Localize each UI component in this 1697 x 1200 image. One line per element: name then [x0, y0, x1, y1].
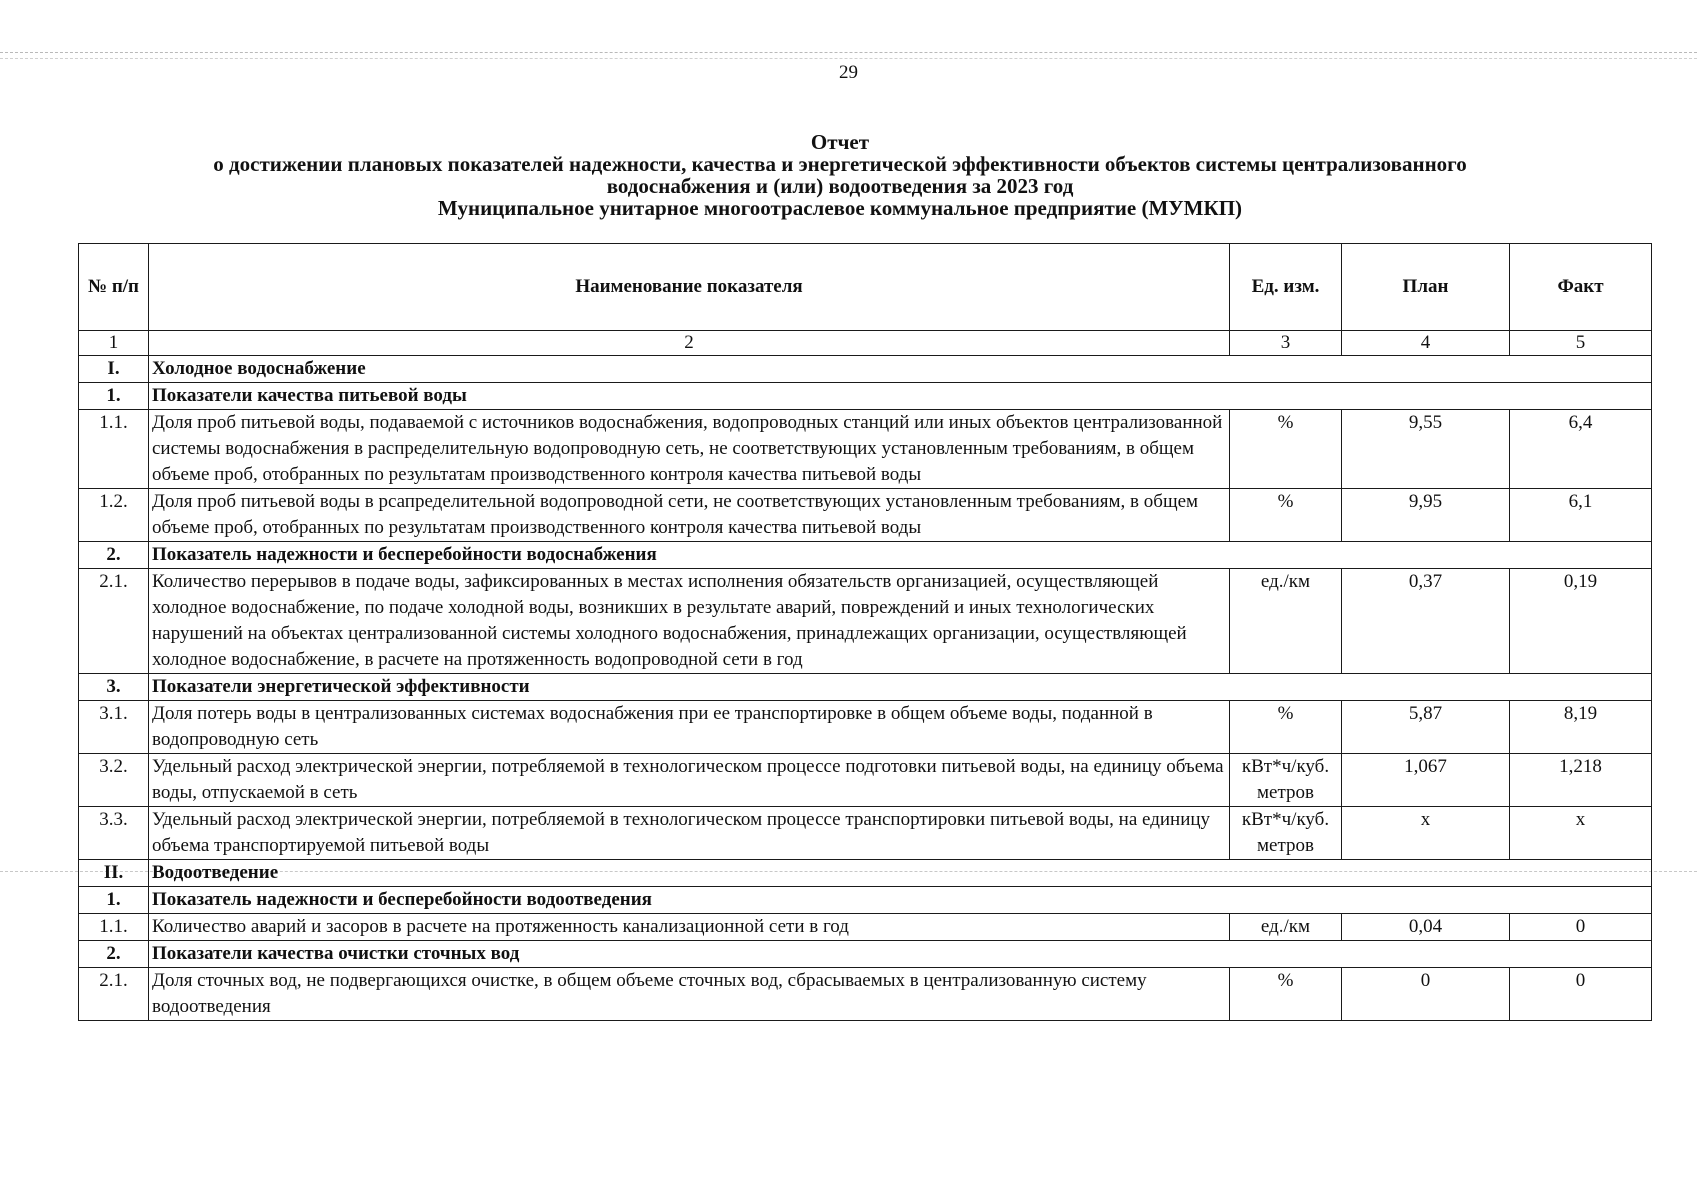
scan-artifact-line-top-2 [0, 58, 1697, 59]
section-row [79, 356, 1652, 383]
column-number: 3 [1230, 331, 1342, 356]
section-title: Показатель надежности и бесперебойности водоснабжения [149, 542, 1652, 569]
table-body [79, 331, 1652, 1021]
section-title: Показатели энергетической эффективности [149, 674, 1652, 701]
section-row [79, 860, 1652, 887]
section-number: II. [79, 860, 149, 887]
organization-name: Муниципальное унитарное многоотраслевое коммунальное предприятие (МУМКП) [437, 196, 1243, 220]
row-number: 3.2. [79, 754, 149, 807]
unit-value: % [1230, 701, 1342, 754]
section-number: 2. [79, 941, 149, 968]
row-number: 2.1. [79, 569, 149, 674]
column-number: 1 [79, 331, 149, 356]
section-title: Показатель надежности и бесперебойности водоотведения [149, 887, 1652, 914]
fact-value: 0 [1510, 968, 1652, 1021]
indicator-name: Доля потерь воды в централизованных системах водоснабжения при ее транспортировке в общем объеме воды, поданной в водопроводную сеть [149, 701, 1230, 754]
section-row [79, 887, 1652, 914]
unit-value: кВт*ч/куб. метров [1230, 754, 1342, 807]
table-row [79, 914, 1652, 941]
unit-value: % [1230, 489, 1342, 542]
section-title: Показатели качества питьевой воды [149, 383, 1652, 410]
indicator-name: Удельный расход электрической энергии, потребляемой в технологическом процессе подготовки питьевой воды, на единицу объема воды, отпускаемой в сеть [149, 754, 1230, 807]
fact-value: 6,4 [1510, 410, 1652, 489]
indicators-table [78, 243, 1652, 1021]
row-number: 1.1. [79, 914, 149, 941]
row-number: 1.1. [79, 410, 149, 489]
table-row [79, 701, 1652, 754]
indicator-name: Удельный расход электрической энергии, потребляемой в технологическом процессе транспортировки питьевой воды, на единицу объема транспортируемой питьевой воды [149, 807, 1230, 860]
header-indicator-name: Наименование показателя [149, 244, 1230, 331]
section-row [79, 941, 1652, 968]
fact-value: 8,19 [1510, 701, 1652, 754]
report-subtitle-line-1: о достижении плановых показателей надежности, качества и энергетической эффективности объектов системы централизованного [213, 152, 1467, 176]
unit-value: % [1230, 410, 1342, 489]
table-row [79, 807, 1652, 860]
plan-value: 0 [1342, 968, 1510, 1021]
header-plan: План [1342, 244, 1510, 331]
table-row [79, 410, 1652, 489]
plan-value: 5,87 [1342, 701, 1510, 754]
indicator-name: Доля сточных вод, не подвергающихся очистке, в общем объеме сточных вод, сбрасываемых в централизованную систему водоотведения [149, 968, 1230, 1021]
table-row [79, 569, 1652, 674]
section-title: Показатели качества очистки сточных вод [149, 941, 1652, 968]
section-number: 1. [79, 383, 149, 410]
row-number: 3.1. [79, 701, 149, 754]
indicator-name: Доля проб питьевой воды в рсапределительной водопроводной сети, не соответствующих установленным требованиям, в общем объеме проб, отобранных по результатам производственного контроля качества питьевой воды [149, 489, 1230, 542]
report-title: Отчет [810, 130, 870, 154]
fact-value: 0,19 [1510, 569, 1652, 674]
unit-value: ед./км [1230, 914, 1342, 941]
indicator-name: Доля проб питьевой воды, подаваемой с источников водоснабжения, водопроводных станций или иных объектов централизованной системы водоснабжения в распределительную водопроводную сеть, не соответствующих установленным требованиям, в общем объеме проб, отобранных по результатам производственного контроля качества питьевой воды [149, 410, 1230, 489]
unit-value: % [1230, 968, 1342, 1021]
table-row [79, 489, 1652, 542]
section-number: 1. [79, 887, 149, 914]
section-number: 2. [79, 542, 149, 569]
table-header-row [79, 244, 1652, 331]
indicator-name: Количество перерывов в подаче воды, зафиксированных в местах исполнения обязательств организацией, осуществляющей холодное водоснабжение, по подаче холодной воды, возникших в результате аварий, повреждений и иных технологических нарушений на объектах централизованной системы холодного водоснабжения, принадлежащих организации, осуществляющей холодное водоснабжение, в расчете на протяженность водопроводной сети в год [149, 569, 1230, 674]
column-number: 4 [1342, 331, 1510, 356]
row-number: 3.3. [79, 807, 149, 860]
fact-value: 1,218 [1510, 754, 1652, 807]
table-row [79, 968, 1652, 1021]
header-number: № п/п [79, 244, 149, 331]
section-title: Водоотведение [149, 860, 1652, 887]
scan-artifact-line-top [0, 52, 1697, 53]
unit-value: кВт*ч/куб. метров [1230, 807, 1342, 860]
header-fact: Факт [1510, 244, 1652, 331]
section-number: I. [79, 356, 149, 383]
section-row [79, 383, 1652, 410]
indicator-name: Количество аварий и засоров в расчете на протяженность канализационной сети в год [149, 914, 1230, 941]
section-row [79, 542, 1652, 569]
plan-value: 9,55 [1342, 410, 1510, 489]
section-title: Холодное водоснабжение [149, 356, 1652, 383]
unit-value: ед./км [1230, 569, 1342, 674]
row-number: 2.1. [79, 968, 149, 1021]
plan-value: 9,95 [1342, 489, 1510, 542]
header-unit: Ед. изм. [1230, 244, 1342, 331]
plan-value: 0,04 [1342, 914, 1510, 941]
plan-value: х [1342, 807, 1510, 860]
column-number-row [79, 331, 1652, 356]
plan-value: 1,067 [1342, 754, 1510, 807]
fact-value: 6,1 [1510, 489, 1652, 542]
column-number: 2 [149, 331, 1230, 356]
page-number: 29 [839, 62, 858, 83]
report-subtitle-line-2: водоснабжения и (или) водоотведения за 2023 год [606, 174, 1074, 198]
column-number: 5 [1510, 331, 1652, 356]
table-row [79, 754, 1652, 807]
fact-value: х [1510, 807, 1652, 860]
section-number: 3. [79, 674, 149, 701]
fact-value: 0 [1510, 914, 1652, 941]
plan-value: 0,37 [1342, 569, 1510, 674]
report-header [90, 131, 1590, 219]
row-number: 1.2. [79, 489, 149, 542]
section-row [79, 674, 1652, 701]
